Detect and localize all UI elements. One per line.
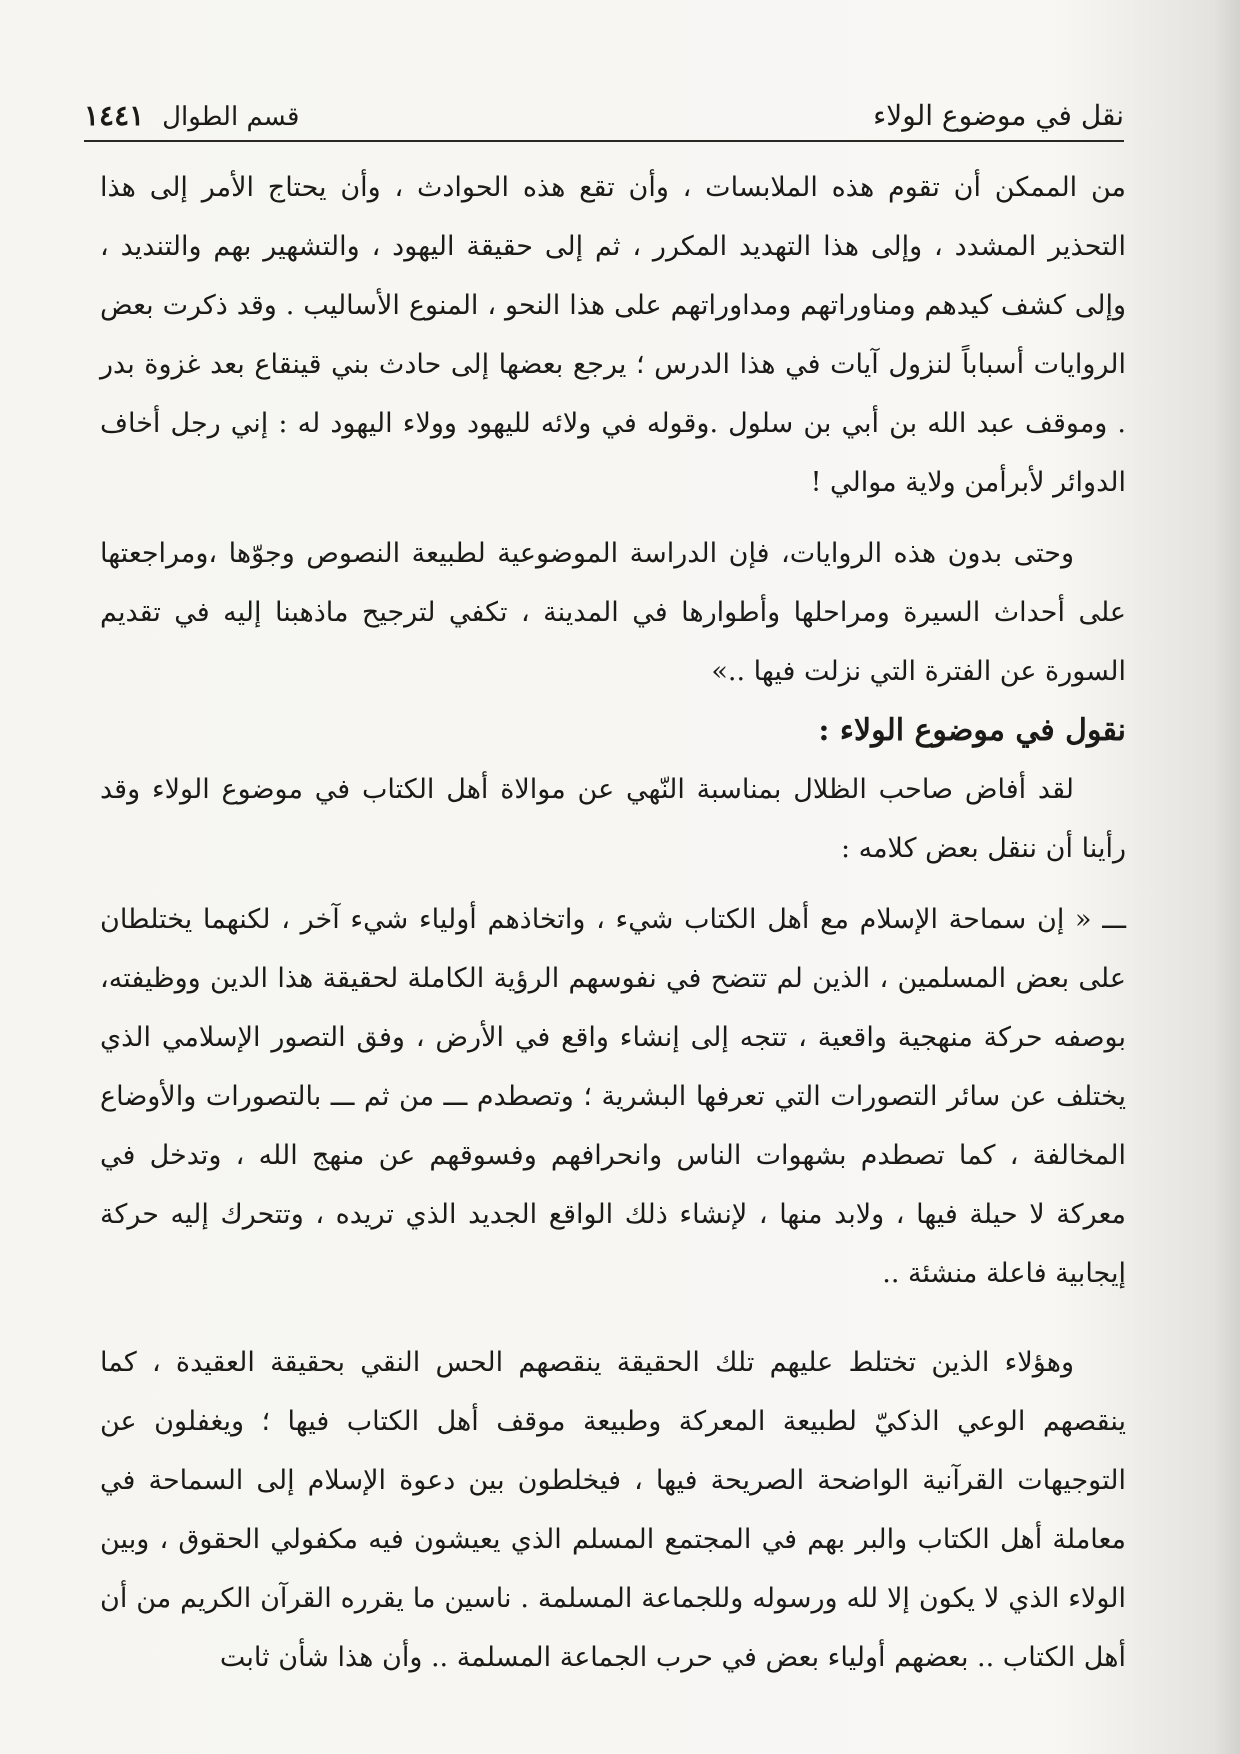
paragraph-5: وهؤلاء الذين تختلط عليهم تلك الحقيقة ينقصهم الحس النقي بحقيقة العقيدة ، كما ينقصهم الوعي الذكيّ لطبيعة المعركة وطبيعة موقف أهل الكتاب فيها ؛ ويغفلون عن التوجيهات القرآنية الواضحة الصريحة فيها ، فيخلطون بين دعوة الإسلام إلى السماحة في معاملة أهل الكتاب والبر بهم في المجتمع المسلم الذي يعيشون فيه مكفولي الحقوق ، وبين الولاء الذي لا يكون إلا لله ورسوله وللجماعة المسلمة . ناسين ما يقرره القرآن الكريم من أن أهل الكتاب .. بعضهم أولياء بعض في حرب الجماعة المسلمة .. وأن هذا شأن ثابت — [100, 1347, 1126, 1673]
header-rule — [84, 140, 1124, 142]
paragraph-3: لقد أفاض صاحب الظلال بمناسبة النّهي عن موالاة أهل الكتاب في موضوع الولاء وقد رأينا أن ننقل بعض كلامه : — [100, 774, 1126, 864]
page-header — [84, 78, 1124, 132]
paragraph-2: وحتى بدون هذه الروايات، فإن الدراسة الموضوعية لطبيعة النصوص وجوّها ،ومراجعتها على أحداث السيرة ومراحلها وأطوارها في المدينة ، تكفي لترجيح ماذهبنا إليه في تقديم السورة عن الفترة التي نزلت فيها ..» — [100, 538, 1126, 687]
paragraph-1: من الممكن أن تقوم هذه الملابسات ، وأن تقع هذه الحوادث ، وأن يحتاج الأمر إلى هذا التحذير المشدد ، وإلى هذا التهديد المكرر ، ثم إلى حقيقة اليهود ، والتشهير بهم والتنديد ، وإلى كشف كيدهم ومناوراتهم ومداوراتهم على هذا النحو ، المنوع الأساليب . وقد ذكرت بعض الروايات أسباباً لنزول آيات في هذا الدرس ؛ يرجع بعضها إلى حادث بني قينقاع بعد غزوة بدر . وموقف عبد الله بن أبي بن سلول .وقوله في ولائه لليهود وولاء اليهود له : إني رجل أخاف الدوائر لأبرأمن ولاية موالي ! — [100, 172, 1126, 498]
running-title: نقل في موضوع الولاء — [873, 99, 1124, 132]
page-number: ١٤٤١ — [84, 99, 145, 132]
page-spine-shadow — [1214, 0, 1240, 1754]
section-info — [84, 99, 299, 132]
section-heading: نقول في موضوع الولاء : — [818, 713, 1126, 748]
section-label: قسم الطوال — [162, 102, 300, 132]
page-body — [100, 158, 1126, 1718]
paragraph-4: ـــ « إن سماحة الإسلام مع أهل الكتاب شيء ، واتخاذهم أولياء شيء آخر ، لكنهما يختلطان على بعض المسلمين ، الذين لم تتضح في نفوسهم الرؤية الكاملة لحقيقة هذا الدين ووظيفته، بوصفه حركة منهجية واقعية ، تتجه إلى إنشاء واقع في الأرض ، وفق التصور الإسلامي الذي يختلف عن سائر التصورات التي تعرفها البشرية ؛ وتصطدم ـــ من ثم ـــ بالتصورات والأوضاع المخالفة ، كما تصطدم بشهوات الناس وانحرافهم وفسوقهم عن منهج الله ، وتدخل في معركة لا حيلة فيها ، ولابد منها ، لإنشاء ذلك الواقع الجديد الذي تريده ، وتتحرك إليه حركة إيجابية فاعلة منشئة .. — [100, 904, 1126, 1289]
